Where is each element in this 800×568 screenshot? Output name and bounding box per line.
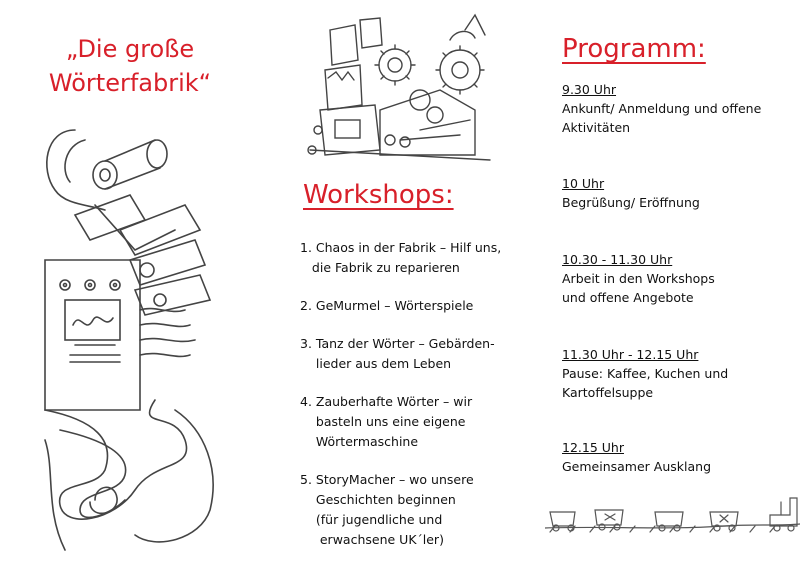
workshop-item: [300, 296, 530, 316]
machine-sketch-left: [35, 110, 225, 555]
workshop-line: Geschichten beginnen: [300, 492, 456, 507]
program-entry: [562, 174, 792, 212]
program-description: Begrüßung/ Eröffnung: [562, 195, 700, 210]
program-heading: Programm:: [562, 34, 706, 64]
workshop-line: erwachsene UK´ler): [300, 532, 444, 547]
program-entry: [562, 250, 792, 307]
workshop-line: die Fabrik zu reparieren: [300, 260, 460, 275]
workshops-heading: Workshops:: [303, 180, 454, 210]
program-description: Gemeinsamer Ausklang: [562, 459, 712, 474]
middle-panel: [265, 0, 535, 565]
program-time: 11.30 Uhr - 12.15 Uhr: [562, 347, 699, 362]
workshop-line: 2. GeMurmel – Wörterspiele: [300, 298, 474, 313]
program-description: Pause: Kaffee, Kuchen und: [562, 366, 729, 381]
program-description: Kartoffelsuppe: [562, 385, 654, 400]
workshop-line: 4. Zauberhafte Wörter – wir: [300, 394, 473, 409]
workshop-item: [300, 334, 530, 374]
left-panel: [0, 0, 265, 565]
factory-sketch-middle: [300, 10, 500, 175]
workshop-line: (für jugendliche und: [300, 512, 443, 527]
title-line-2: Wörterfabrik“: [48, 69, 212, 97]
workshop-item: [300, 392, 530, 452]
workshop-line: 1. Chaos in der Fabrik – Hilf uns,: [300, 240, 502, 255]
program-description: Ankunft/ Anmeldung und offene: [562, 101, 762, 116]
program-description: und offene Angebote: [562, 290, 694, 305]
workshop-item: [300, 238, 530, 278]
program-description: Aktivitäten: [562, 120, 631, 135]
program-time: 10.30 - 11.30 Uhr: [562, 252, 673, 267]
title-line-1: „Die große: [65, 35, 195, 63]
workshop-line: 5. StoryMacher – wo unsere: [300, 472, 474, 487]
workshop-item: [300, 470, 530, 550]
workshop-line: 3. Tanz der Wörter – Gebärden-: [300, 336, 495, 351]
right-panel: [535, 0, 800, 565]
program-entry: [562, 345, 792, 402]
program-time: 9.30 Uhr: [562, 82, 617, 97]
workshop-line: lieder aus dem Leben: [300, 356, 452, 371]
program-time: 12.15 Uhr: [562, 440, 624, 455]
train-sketch-bottom: [545, 490, 800, 550]
program-description: Arbeit in den Workshops: [562, 271, 715, 286]
program-entry: [562, 80, 792, 137]
program-time: 10 Uhr: [562, 176, 605, 191]
workshop-line: basteln uns eine eigene: [300, 414, 466, 429]
workshop-list: [300, 238, 530, 568]
program-entry: [562, 438, 792, 476]
workshop-line: Wörtermaschine: [300, 434, 419, 449]
